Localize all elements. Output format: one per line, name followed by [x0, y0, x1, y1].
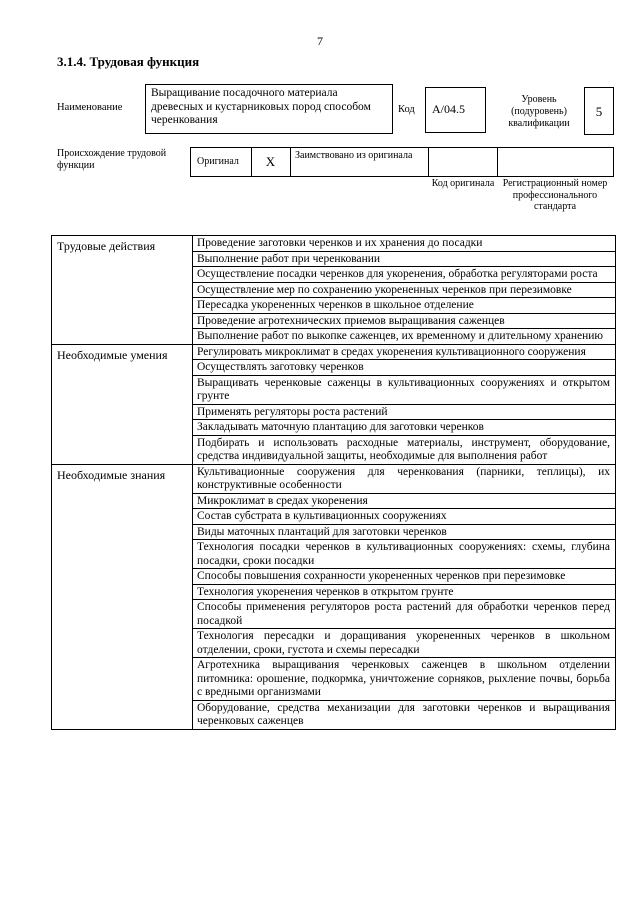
origin-original-mark: X	[251, 147, 291, 177]
table-row: Культивационные сооружения для черенкования (парники, теплицы), их конструктивные особенности	[193, 465, 615, 494]
table-group	[51, 464, 616, 730]
origin-reg-label: Регистрационный номер профессионального стандарта	[502, 178, 608, 212]
table-row: Применять регуляторы роста растений	[193, 405, 615, 421]
origin-label: Происхождение трудовой функции	[57, 148, 167, 171]
section-title: 3.1.4. Трудовая функция	[57, 54, 200, 69]
origin-code-label: Код оригинала	[431, 178, 495, 189]
table-row: Технология пересадки и доращивания укорененных черенков в школьном отделении, сроки, густота и схемы пересадки	[193, 629, 615, 658]
table-row: Виды маточных плантаций для заготовки черенков	[193, 525, 615, 541]
table-row: Осуществление мер по сохранению укорененных черенков при перезимовке	[193, 283, 615, 299]
table-row: Способы повышения сохранности укорененных черенков при перезимовке	[193, 569, 615, 585]
table-row: Осуществлять заготовку черенков	[193, 360, 615, 376]
function-details-table	[51, 235, 616, 730]
origin-reg-cell	[497, 147, 614, 177]
group-title: Трудовые действия	[52, 236, 193, 344]
table-row: Регулировать микроклимат в средах укоренения культивационного сооружения	[193, 345, 615, 361]
table-row: Пересадка укорененных черенков в школьное отделение	[193, 298, 615, 314]
origin-original-label: Оригинал	[190, 147, 252, 177]
function-name-field: Выращивание посадочного материала древесных и кустарниковых пород способом черенкования	[145, 84, 393, 134]
table-row: Выполнение работ при черенковании	[193, 252, 615, 268]
table-row: Оборудование, средства механизации для заготовки черенков и выращивания черенковых саженцев	[197, 701, 610, 727]
table-row: Проведение агротехнических приемов выращивания саженцев	[193, 314, 615, 330]
group-title: Необходимые знания	[52, 465, 193, 729]
group-title: Необходимые умения	[52, 345, 193, 464]
table-row: Способы применения регуляторов роста растений для обработки черенков перед посадкой	[193, 600, 615, 629]
table-row: Выполнение работ по выкопке саженцев, их временному и длительному хранению	[197, 330, 604, 342]
table-row: Состав субстрата в культивационных сооружениях	[193, 509, 615, 525]
origin-table	[190, 147, 614, 177]
table-row: Подбирать и использовать расходные материалы, инструмент, оборудование, средства индивидуальной защиты, необходимые для выполнения работ	[197, 436, 610, 462]
table-row: Проведение заготовки черенков и их хранения до посадки	[193, 236, 615, 252]
table-group	[51, 344, 616, 464]
code-label: Код	[398, 104, 415, 115]
table-row: Осуществление посадки черенков для укоренения, обработка регуляторами роста	[193, 267, 615, 283]
table-row: Закладывать маточную плантацию для заготовки черенков	[193, 420, 615, 436]
origin-code-cell	[428, 147, 498, 177]
name-label: Наименование	[57, 102, 123, 113]
table-row: Микроклимат в средах укоренения	[193, 494, 615, 510]
table-row: Агротехника выращивания черенковых саженцев в школьном отделении питомника: орошение, подкормка, уничтожение сорняков, рыхление почвы, борьба с вредными организмами	[193, 658, 615, 701]
level-label: Уровень (подуровень) квалификации	[508, 94, 570, 129]
code-field: A/04.5	[425, 87, 486, 133]
origin-borrowed-label: Заимствовано из оригинала	[290, 147, 429, 177]
table-row: Технология укоренения черенков в открытом грунте	[193, 585, 615, 601]
level-field: 5	[584, 87, 614, 135]
table-row: Выращивать черенковые саженцы в культивационных сооружениях и открытом грунте	[193, 376, 615, 405]
table-group	[51, 235, 616, 344]
table-row: Технология посадки черенков в культивационных сооружениях: схемы, глубина посадки, сроки посадки	[193, 540, 615, 569]
page-number: 7	[317, 34, 323, 48]
